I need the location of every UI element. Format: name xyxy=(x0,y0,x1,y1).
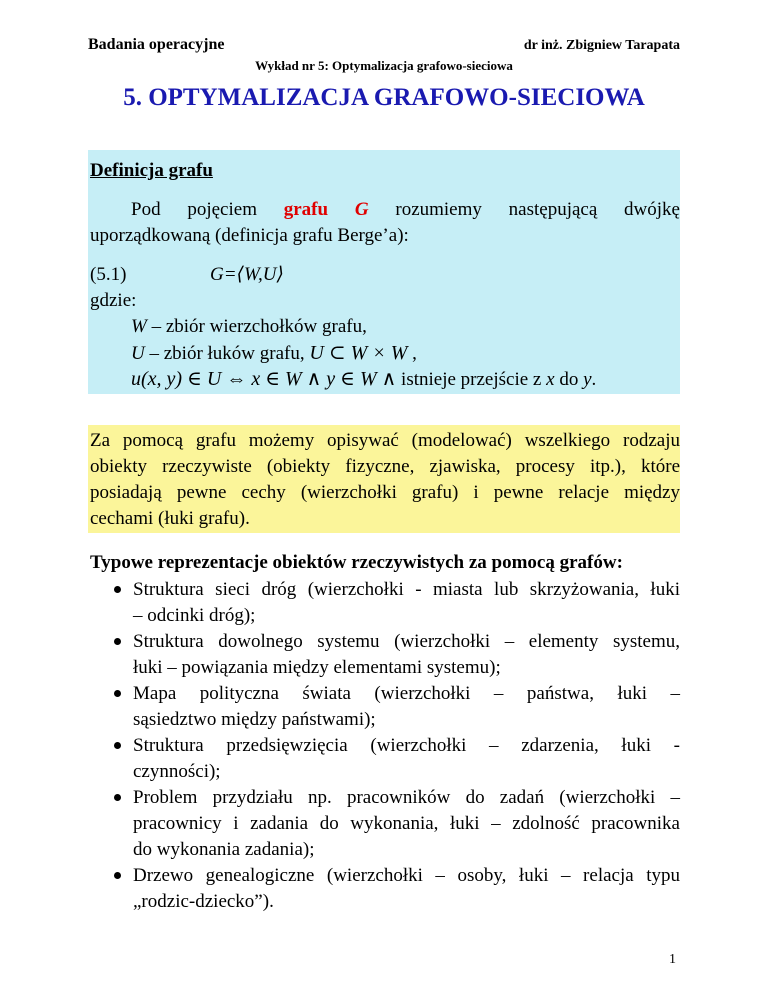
list-item xyxy=(112,733,680,785)
w-definition xyxy=(131,314,367,340)
bullet-icon xyxy=(114,638,121,645)
note-line-2: obiekty rzeczywiste (obiekty fizyczne, zjawiska, procesy itp.), które xyxy=(90,456,680,477)
intro-text: Pod pojęciem xyxy=(131,199,284,220)
item-line: łuki – powiązania między elementami systemu); xyxy=(133,657,501,678)
item-line: Struktura dowolnego systemu (wierzchołki – elementy systemu, xyxy=(133,631,680,652)
list-item xyxy=(112,577,680,629)
u-tail: , xyxy=(407,343,417,364)
where-label: gdzie: xyxy=(90,290,137,311)
list-item xyxy=(112,629,680,681)
header-lecture: Wykład nr 5: Optymalizacja grafowo-sieciowa xyxy=(255,58,513,73)
header-course: Badania operacyjne xyxy=(88,36,225,53)
term-G: G xyxy=(354,199,369,220)
bullet-icon xyxy=(114,742,121,749)
item-line: Struktura sieci dróg (wierzchołki - miasta lub skrzyżowania, łuki xyxy=(133,579,680,600)
item-line: Problem przydziału np. pracowników do zadań (wierzchołki – xyxy=(133,787,680,808)
page-header xyxy=(88,36,680,54)
u-formula: U ⊂ W × W xyxy=(309,342,408,364)
item-line: czynności); xyxy=(133,761,221,782)
bullet-icon xyxy=(114,690,121,697)
definition-intro-line1 xyxy=(90,197,680,223)
term-graph: grafu xyxy=(283,199,329,220)
arc-definition xyxy=(131,366,596,393)
arc-y: y xyxy=(583,369,592,390)
list-item xyxy=(112,863,680,915)
w-desc: – zbiór wierzchołków grafu, xyxy=(146,316,367,337)
item-line: sąsiedztwo między państwami); xyxy=(133,709,376,730)
definition-intro-line2: uporządkowaną (definicja grafu Berge’a): xyxy=(90,225,409,246)
bullet-icon xyxy=(114,794,121,801)
item-line: – odcinki dróg); xyxy=(133,605,256,626)
equation-number: (5.1) xyxy=(90,264,127,285)
note-line-3: posiadają pewne cechy (wierzchołki grafu) i pewne relacje między xyxy=(90,482,680,503)
note-line-1: Za pomocą grafu możemy opisywać (modelować) wszelkiego rodzaju xyxy=(90,430,680,451)
item-line: Drzewo genealogiczne (wierzchołki – osoby, łuki – relacja typu xyxy=(133,865,680,886)
bullet-icon xyxy=(114,586,121,593)
arc-formula: u(x, y) ∈ U ⇔ x ∈ W ∧ y ∈ W ∧ xyxy=(131,368,397,390)
typical-list xyxy=(112,577,680,915)
bullet-icon xyxy=(114,872,121,879)
list-item xyxy=(112,785,680,863)
note-line-4: cechami (łuki grafu). xyxy=(90,508,250,529)
u-definition xyxy=(131,340,417,367)
header-author: dr inż. Zbigniew Tarapata xyxy=(523,38,680,53)
arc-end: . xyxy=(591,369,597,390)
u-desc: – zbiór łuków grafu, xyxy=(144,343,310,364)
typical-heading: Typowe reprezentacje obiektów rzeczywistych za pomocą grafów: xyxy=(90,552,623,573)
item-line: pracownicy i zadania do wykonania, łuki – zdolność pracownika xyxy=(133,813,680,834)
w-symbol: W xyxy=(131,316,147,337)
arc-text: istnieje przejście z xyxy=(396,369,547,390)
intro-text-end: rozumiemy następującą dwójkę xyxy=(368,199,680,220)
arc-mid: do xyxy=(554,369,584,390)
u-symbol: U xyxy=(131,343,145,364)
arc-x: x xyxy=(546,369,555,390)
item-line: Struktura przedsięwzięcia (wierzchołki – zdarzenia, łuki - xyxy=(133,735,680,756)
equation-formula: G=⟨W,U⟩ xyxy=(210,264,284,285)
page-title: 5. OPTYMALIZACJA GRAFOWO-SIECIOWA xyxy=(123,84,645,111)
page-number: 1 xyxy=(669,952,676,967)
definition-heading: Definicja grafu xyxy=(90,160,213,181)
list-item xyxy=(112,681,680,733)
item-line: „rodzic-dziecko”). xyxy=(133,891,274,912)
item-line: Mapa polityczna świata (wierzchołki – państwa, łuki – xyxy=(133,683,680,704)
item-line: do wykonania zadania); xyxy=(133,839,315,860)
